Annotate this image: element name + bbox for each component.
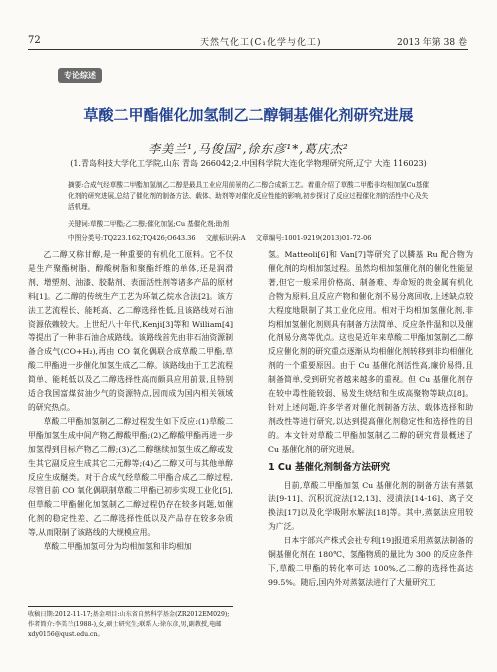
- page-header: [0, 0, 497, 52]
- abstract: 摘要:合成气经草酸二甲酯加氢制乙二醇是最具工业应用前景的乙二醇合成新工艺。着重介绍了草酸二甲酯非均相加氢Cu基催化剂的研究进展,总结了催化剂的制备方法、载体、助剂等对催化反应性能的影响,初步探讨了反应过程催化剂的活性中心及失活机理。: [68, 181, 429, 211]
- affiliation: (1.青岛科技大学化工学院,山东 青岛 266042;2.中国科学院大连化学物理研究所,辽宁 大连 116023): [70, 159, 427, 168]
- right-column: [268, 248, 473, 590]
- journal-name: 天然气化工(C₁化学与化工): [200, 38, 322, 48]
- section-tag: 专论综述: [58, 68, 102, 83]
- journal-volume: 2013 年第 38 卷: [397, 38, 467, 48]
- article-number: 文章编号:1001-9219(2013)01-72-06: [255, 234, 372, 242]
- footnote: 收稿日期:2012-11-17;基金项目:山东省自然科学基金(ZR2012EM029);作者简介:李美兰(1988-),女,硕士研究生;联系人:徐东彦,男,副教授,电邮 xdy0156@qust.edu.cn。: [28, 606, 233, 640]
- article-title: 草酸二甲酯催化加氢制乙二醇铜基催化剂研究进展: [83, 106, 414, 124]
- keywords: 关键词:草酸二甲酯;乙二醇;催化加氢;Cu 基催化剂;助剂: [68, 220, 229, 228]
- clc-number: 中图分类号:TQ223.162;TQ426;O643.36: [68, 234, 196, 242]
- header-rule: [28, 49, 468, 50]
- body-paragraph: 目前,草酸二甲酯加氢 Cu 基催化剂的制备方法有蒸氨法[9-11]、沉积沉淀法[12,13]、浸渍法[14-16]、离子交换法[17]以及化学吸附水解法[18]等。其中,蒸氨法应用较为广泛。: [268, 480, 473, 532]
- classification-line: [68, 232, 432, 242]
- left-column: [28, 248, 233, 554]
- section-heading: 1 Cu 基催化剂制备方法研究: [268, 461, 390, 473]
- document-code: 文献标识码:A: [205, 234, 246, 242]
- body-paragraph: 草酸二甲酯加氢制乙二醇过程发生如下反应:(1)草酸二甲酯加氢生成中间产物乙醇酸甲酯;(2)乙醇酸甲酯再进一步加氢得到目标产物乙二醇;(3)乙二醇继续加氢生成乙醇或发生其它副反应生成其它二元醇等;(4)乙二醇又可与其他单醇反应生成醚类。对于合成气经草酸二甲酯合成乙二醇过程,尽管目前 CO 氧化偶联制草酸二甲酯已初步实现工业化[5],但草酸二甲酯催化加氢制乙二醇过程仍存在较多问题,如催化剂的稳定性差、乙二醇选择性低以及产品存在较多杂质等,从而限制了该路线的大规模应用。: [28, 416, 233, 538]
- body-paragraph: 氢。Matteoli[6]和 Van[7]等研究了以膦基 Ru 配合物为催化剂的均相加氢过程。虽然均相加氢催化剂的催化性能显著,但它一般采用价格高、制备难、寿命短的贵金属有机化合物为原料,且反应产物和催化剂不易分离回收,上述缺点较大程度地限制了其工业化应用。相对于均相加氢催化剂,非均相加氢催化剂则具有制备方法简单、反应条件温和以及催化剂易分离等优点。这也是近年来草酸二甲酯加氢制乙二醇反应催化剂的研究重点逐渐从均相催化剂转移到非均相催化剂的一个重要原因。由于 Cu 基催化剂活性高,廉价易得,且制备简单,受到研究者越来越多的重视。但 Cu 基催化剂存在较中毒性能较弱、易发生烧结和生成高聚物等缺点[8]。针对上述问题,许多学者对催化剂制备方法、载体选择和助剂改性等进行研究,以达到提高催化剂稳定性和选择性的目的。本文针对草酸二甲酯加氢制乙二醇的研究背景概述了 Cu 基催化剂的研究进展。: [268, 250, 473, 454]
- page-number: 72: [28, 35, 41, 46]
- body-paragraph: 草酸二甲酯加氢可分为均相加氢和非均相加: [43, 542, 192, 552]
- body-paragraph: 乙二醇又称甘醇,是一种重要的有机化工原料。它不仅是生产聚酯树脂、醇酸树脂和聚酯纤维的单体,还是润滑剂、增塑剂、油漆、胶黏剂、表面活性剂等诸多产品的原材料[1]。乙二醇的传统生产工艺为环氧乙烷水合法[2]。该方法工艺流程长、能耗高、乙二醇选择性低,且该路线对石油资源依赖较大。上世纪八十年代,Kenji[3]等和 William[4]等提出了一种非石油合成路线。该路线首先由非石油资源制备合成气(CO+H₂),再由 CO 氧化偶联合成草酸二甲酯,草酸二甲酯进一步催化加氢生成乙二醇。该路线由于工艺流程简单、能耗低以及乙二醇选择性高而颇具应用前景,且特别适合我国富煤贫油少气的资源特点,因而成为国内相关领域的研究热点。: [28, 250, 233, 412]
- body-paragraph: 日本宇部兴产株式会社专利[19]报道采用蒸氨法制备的铜基催化剂在 180℃、氢酯物质的量比为 300 的反应条件下,草酸二甲酯的转化率可达 100%,乙二醇的选择性高达 99.5%。随后,国内外对蒸氨法进行了大量研究工: [268, 536, 473, 587]
- authors: 李美兰¹,马俊国²,徐东彦¹*,葛庆杰²: [148, 142, 349, 156]
